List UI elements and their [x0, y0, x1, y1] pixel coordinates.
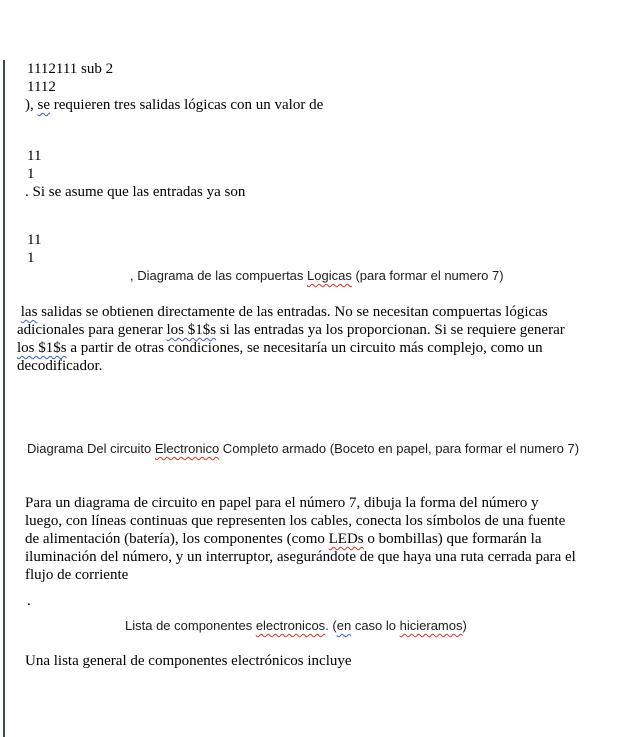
line-se-requieren: [0, 96, 631, 114]
line-1112: [0, 78, 631, 96]
grammar-underline-word: en: [336, 618, 352, 633]
spellcheck-underline-word: Logicas: [307, 268, 352, 283]
text-run: luego, con líneas continuas que representen los cables, conecta los símbolos de una fuente: [25, 513, 566, 529]
heading-circuito-electronico: [0, 440, 631, 458]
text-run: Una lista general de componentes electrónicos incluye: [25, 653, 352, 669]
line-11-b: [0, 231, 631, 249]
line-si-se-asume: [0, 183, 631, 201]
text-line: [27, 165, 631, 183]
grammar-underline-word: los $1$s: [17, 340, 67, 356]
text-line: [25, 512, 631, 530]
text-line: [17, 321, 631, 339]
text-run: de alimentación (batería), los componentes (como: [25, 531, 329, 547]
grammar-underline-word: las: [20, 304, 38, 320]
grammar-underline-word: se: [37, 97, 50, 113]
text-run: (para formar el numero 7): [351, 268, 504, 283]
text-run: o bombillas) que formarán la: [363, 531, 542, 547]
line-period: [0, 592, 631, 610]
text-run: salidas se obtienen directamente de las entradas. No se necesitan compuertas lógicas: [37, 304, 548, 320]
spellcheck-underline-word: Electronico: [154, 441, 220, 456]
text-line: [130, 267, 631, 285]
text-run: Lista de componentes: [125, 618, 256, 633]
text-run: si las entradas ya los proporcionan. Si se requiere generar: [216, 322, 565, 338]
text-run: decodificador.: [17, 358, 103, 374]
text-run: Para un diagrama de circuito en papel para el número 7, dibuja la forma del número y: [25, 495, 539, 511]
text-line: [25, 494, 631, 512]
text-run: 1: [27, 250, 35, 266]
text-line: [25, 96, 631, 114]
paragraph-salidas: [0, 303, 631, 375]
text-line: [17, 303, 631, 321]
spellcheck-underline-word: hicieramos: [399, 618, 463, 633]
text-run: Diagrama Del circuito: [27, 441, 155, 456]
text-run: . (: [325, 618, 337, 633]
text-run: 11: [27, 148, 42, 164]
text-run: a partir de otras condiciones, se necesitaría un circuito más complejo, como un: [66, 340, 543, 356]
text-line: [17, 339, 631, 357]
text-run: caso lo: [351, 618, 400, 633]
text-line: [25, 183, 631, 201]
line-1-b: [0, 249, 631, 267]
text-run: 1112111 sub 2: [27, 61, 114, 77]
text-run: 1112: [27, 79, 56, 95]
text-run: .: [27, 593, 31, 609]
text-line: [27, 249, 631, 267]
text-run: flujo de corriente: [25, 567, 129, 583]
text-line: [125, 617, 631, 635]
text-line: [25, 652, 631, 670]
text-run: 1: [27, 166, 35, 182]
text-line: [25, 530, 631, 548]
text-run: 11: [27, 232, 42, 248]
paragraph-para-un-diagrama: [0, 494, 631, 584]
text-run: ),: [25, 97, 38, 113]
text-line: [25, 548, 631, 566]
text-line: [27, 147, 631, 165]
text-line: [27, 60, 631, 78]
text-run: ): [462, 618, 467, 633]
heading-compuertas-logicas: [0, 267, 631, 285]
text-run: adicionales para generar: [17, 322, 167, 338]
grammar-underline-word: los $1$s: [166, 322, 217, 338]
line-una-lista: [0, 652, 631, 670]
text-line: [17, 357, 631, 375]
line-sub2: [0, 60, 631, 78]
text-run: iluminación del número, y un interruptor, asegurándote de que haya una ruta cerrada para el: [25, 549, 576, 565]
line-11-a: [0, 147, 631, 165]
text-run: Completo armado (Boceto en papel, para formar el numero 7): [219, 441, 580, 456]
text-line: [27, 440, 631, 458]
text-run: . Si se asume que las entradas ya son: [25, 184, 246, 200]
document-content: [0, 60, 631, 670]
text-line: [27, 592, 631, 610]
text-line: [27, 78, 631, 96]
spellcheck-underline-word: LEDs: [328, 531, 364, 547]
spellcheck-underline-word: electronicos: [255, 618, 326, 633]
text-line: [25, 566, 631, 584]
text-run: requieren tres salidas lógicas con un valor de: [50, 97, 324, 113]
text-run: , Diagrama de las compuertas: [130, 268, 308, 283]
text-line: [27, 231, 631, 249]
line-1-a: [0, 165, 631, 183]
heading-lista-componentes: [0, 617, 631, 635]
